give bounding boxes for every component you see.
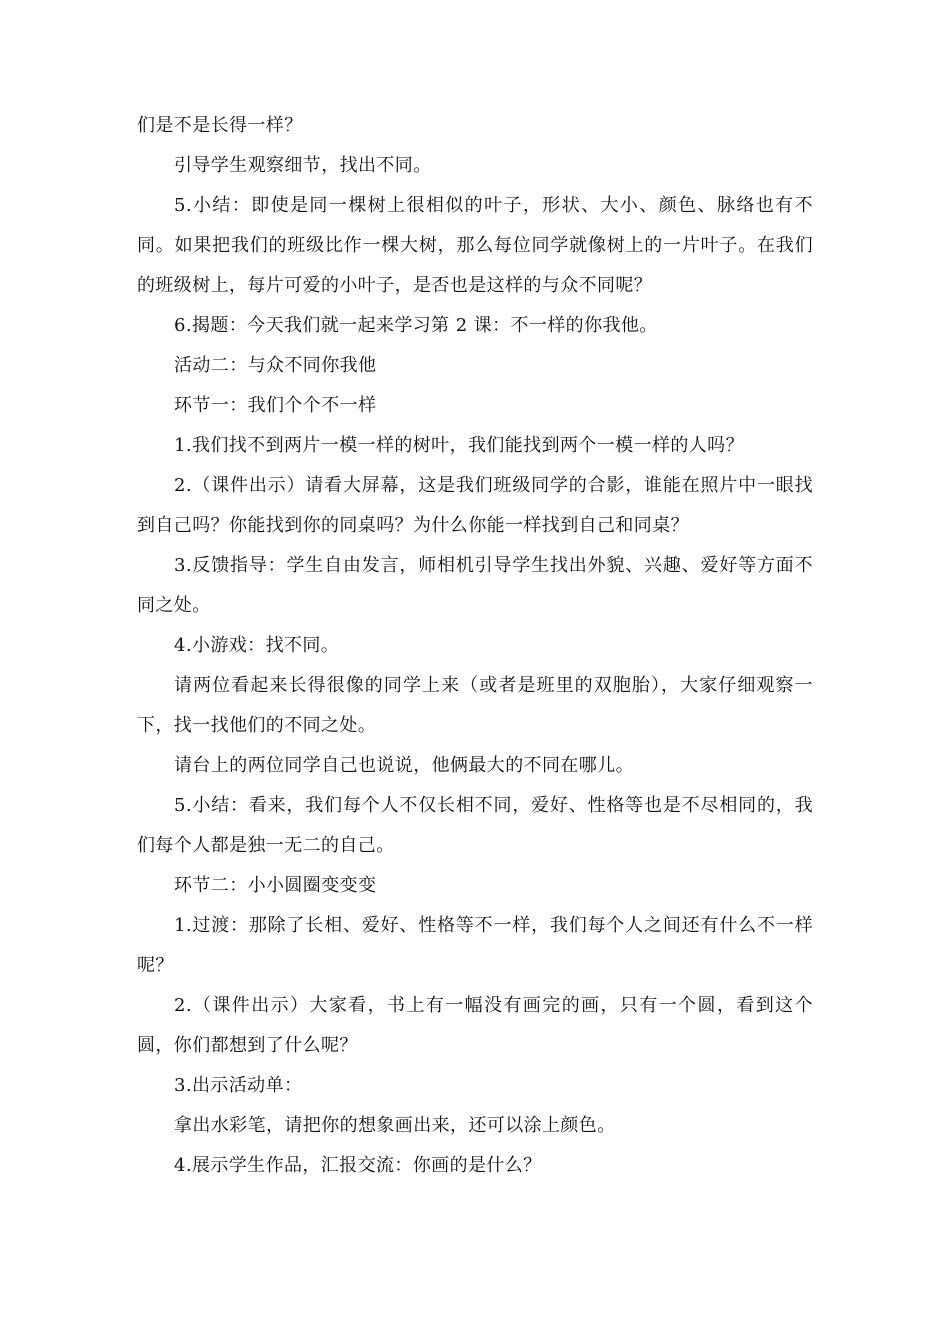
paragraph: 拿出水彩笔，请把你的想象画出来，还可以涂上颜色。 (174, 1115, 616, 1136)
paragraph: 6.揭题：今天我们就一起来学习第 2 课：不一样的你我他。 (174, 315, 658, 336)
section-heading: 活动二：与众不同你我他 (174, 355, 377, 376)
paragraph: 1.过渡：那除了长相、爱好、性格等不一样，我们每个人之间还有什么不一样呢？ (137, 915, 813, 976)
paragraph: 4.小游戏：找不同。 (174, 635, 340, 656)
paragraph: 1.我们找不到两片一模一样的树叶，我们能找到两个一模一样的人吗？ (174, 435, 744, 456)
paragraph: 3.出示活动单： (174, 1075, 303, 1096)
paragraph: 2.（课件出示）请看大屏幕，这是我们班级同学的合影，谁能在照片中一眼找到自己吗？你能找到你的同桌吗？为什么你能一样找到自己和同桌？ (137, 475, 813, 536)
paragraph: 4.展示学生作品，汇报交流：你画的是什么？ (174, 1155, 542, 1176)
paragraph: 3.反馈指导：学生自由发言，师相机引导学生找出外貌、兴趣、爱好等方面不同之处。 (137, 555, 813, 616)
subsection-heading: 环节一：我们个个不一样 (174, 395, 377, 416)
paragraph: 请两位看起来长得很像的同学上来（或者是班里的双胞胎），大家仔细观察一下，找一找他们的不同之处。 (137, 675, 813, 736)
paragraph: 2.（课件出示）大家看，书上有一幅没有画完的画，只有一个圆，看到这个圆，你们都想到了什么呢？ (137, 995, 813, 1056)
paragraph: 们是不是长得一样？ (137, 115, 303, 136)
paragraph: 5.小结：看来，我们每个人不仅长相不同，爱好、性格等也是不尽相同的，我们每个人都是独一无二的自己。 (137, 795, 813, 856)
subsection-heading: 环节二：小小圆圈变变变 (174, 875, 377, 896)
document-body (137, 106, 813, 1186)
paragraph: 请台上的两位同学自己也说说，他俩最大的不同在哪儿。 (174, 755, 634, 776)
paragraph: 5.小结：即使是同一棵树上很相似的叶子，形状、大小、颜色、脉络也有不同。如果把我们的班级比作一棵大树，那么每位同学就像树上的一片叶子。在我们的班级树上，每片可爱的小叶子，是否也是这样的与众不同呢？ (137, 195, 813, 296)
paragraph: 引导学生观察细节，找出不同。 (174, 155, 432, 176)
